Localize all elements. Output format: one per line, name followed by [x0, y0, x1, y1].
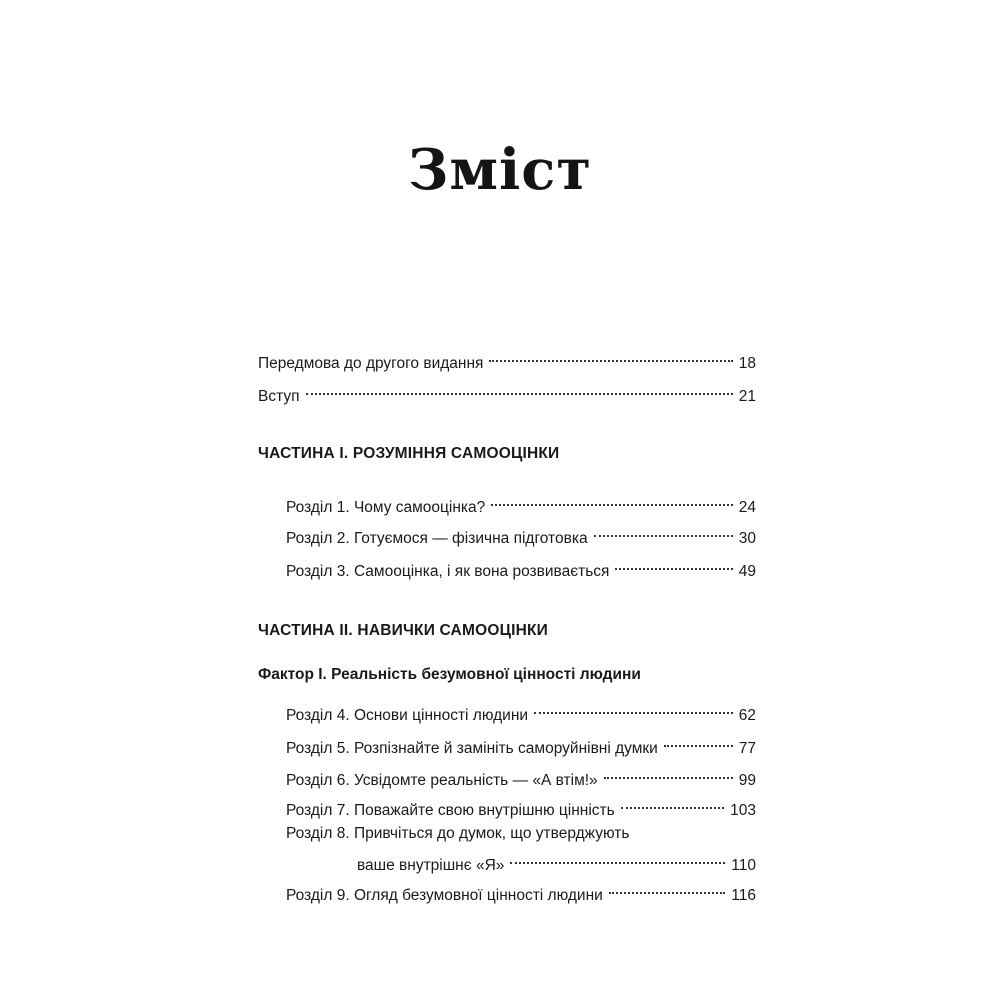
- toc-entry-chapter-8[interactable]: [357, 846, 756, 878]
- toc-entry-page: 99: [738, 772, 756, 789]
- toc-entry-chapter-2[interactable]: [286, 519, 756, 551]
- toc-leader-dots: [306, 377, 733, 401]
- part-heading-2: ЧАСТИНА ІІ. НАВИЧКИ САМООЦІНКИ: [258, 622, 549, 639]
- toc-leader-dots: [534, 696, 733, 720]
- toc-entry-page: 110: [731, 857, 756, 874]
- toc-entry-intro[interactable]: [258, 377, 756, 409]
- toc-leader-dots: [594, 519, 733, 543]
- toc-entry-page: 103: [730, 802, 756, 819]
- toc-entry-label: Вступ: [258, 388, 300, 405]
- toc-entry-page: 116: [731, 887, 756, 904]
- toc-entry-page: 62: [738, 707, 756, 724]
- part-heading-1: ЧАСТИНА І. РОЗУМІННЯ САМООЦІНКИ: [258, 445, 560, 462]
- toc-leader-dots: [491, 488, 732, 512]
- toc-entry-chapter-6[interactable]: [286, 761, 756, 793]
- toc-entry-label: Розділ 1. Чому самооцінка?: [286, 499, 486, 516]
- toc-entry-label: Розділ 6. Усвідомте реальність — «А втім!»: [286, 772, 598, 789]
- toc-entry-page: 49: [738, 563, 756, 580]
- toc-entry-label: Розділ 7. Поважайте свою внутрішню цінність: [286, 802, 615, 819]
- toc-leader-dots: [604, 761, 733, 785]
- toc-entry-label: Розділ 2. Готуємося — фізична підготовка: [286, 530, 588, 547]
- toc-entry-chapter-5[interactable]: [286, 729, 756, 761]
- toc-entry-label: Розділ 4. Основи цінності людини: [286, 707, 529, 724]
- toc-entry-page: 77: [738, 740, 756, 757]
- toc-entry-page: 30: [738, 530, 756, 547]
- toc-entry-page: 21: [738, 388, 756, 405]
- toc-leader-dots: [664, 729, 733, 753]
- toc-entry-label: Розділ 5. Розпізнайте й замініть саморуйнівні думки: [286, 740, 658, 757]
- toc-entry-label: ваше внутрішнє «Я»: [357, 857, 505, 874]
- toc-entry-label: Передмова до другого видання: [258, 355, 484, 372]
- toc-leader-dots: [609, 876, 725, 900]
- toc-entry-chapter-1[interactable]: [286, 488, 756, 520]
- toc-entry-preface[interactable]: [258, 344, 756, 376]
- toc-entry-label: Розділ 3. Самооцінка, і як вона розвивається: [286, 563, 610, 580]
- toc-entry-chapter-9[interactable]: [286, 876, 756, 908]
- page-title: Зміст: [407, 137, 593, 203]
- toc-leader-dots: [510, 846, 725, 870]
- toc-entry-chapter-3[interactable]: [286, 552, 756, 584]
- toc-leader-dots: [615, 552, 732, 576]
- toc-entry-label: Розділ 9. Огляд безумовної цінності людини: [286, 887, 603, 904]
- toc-entry-page: 18: [738, 355, 756, 372]
- factor-heading-1: Фактор І. Реальність безумовної цінності людини: [258, 666, 641, 683]
- toc-leader-dots: [621, 791, 724, 815]
- toc-entry-chapter-4[interactable]: [286, 696, 756, 728]
- toc-entry-chapter-7[interactable]: [286, 791, 756, 823]
- toc-leader-dots: [489, 344, 732, 368]
- toc-entry-chapter-8-line1: Розділ 8. Привчіться до думок, що утверджують: [286, 825, 630, 842]
- toc-entry-page: 24: [738, 499, 756, 516]
